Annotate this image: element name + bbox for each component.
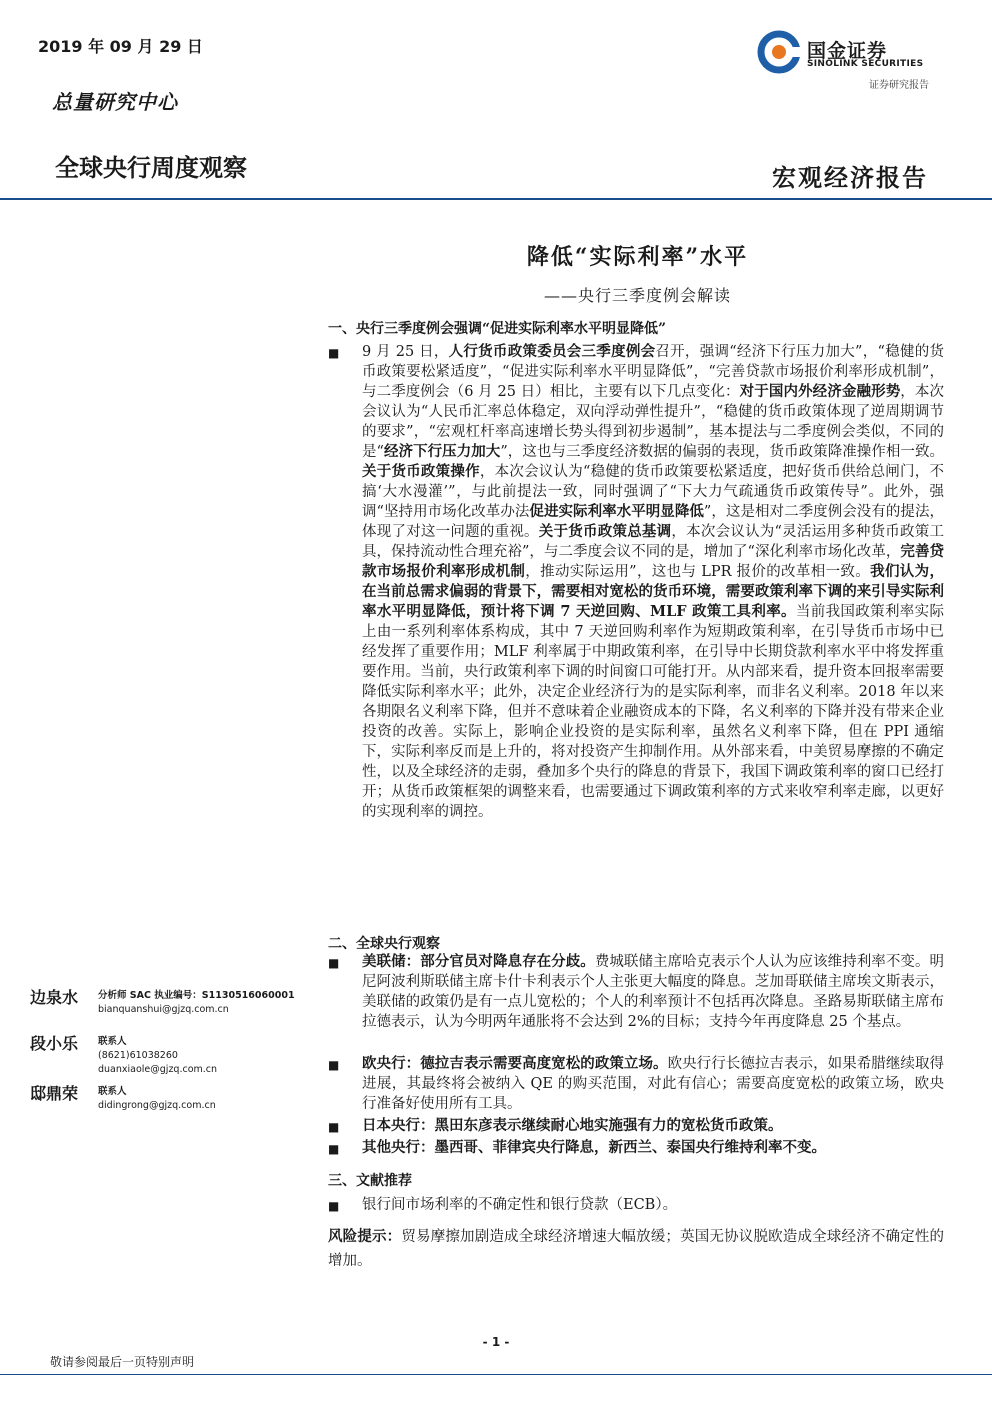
analyst-role: 联系人 [98,1036,127,1047]
report-title: 降低“实际利率”水平 [526,244,749,270]
logo-sub-text: 证券研究报告 [869,80,929,91]
risk-label: 风险提示： [328,1228,402,1245]
analyst-role: 联系人 [98,1086,127,1097]
bullet-square-icon: ■ [328,1199,340,1213]
analyst-email[interactable]: duanxiaole@gjzq.com.cn [98,1064,218,1075]
section-2-heading: 二、全球央行观察 [328,936,440,952]
analyst-email[interactable]: didingrong@gjzq.com.cn [98,1100,216,1111]
section-1-heading: 一、央行三季度例会强调“促进实际利率水平明显降低” [328,321,667,337]
bullet-square-icon: ■ [328,1120,340,1134]
footer-rule [0,1374,992,1375]
analyst-info [98,1035,217,1077]
s2-item-fed: 美联储：部分官员对降息存在分歧。费城联储主席哈克表示个人认为应该维持利率不变。明尼阿波利斯联储主席卡什卡利表示个人主张更大幅度的降息。芝加哥联储主席埃文斯表示，美联储的政策仍是有一点儿宽松的；个人的利率预计不包括再次降息。圣路易斯联储主席布拉德表示，认为今明两年通胀将不会达到 2%的目标；支持今年再度降息 25 个基点。 [362,953,945,1030]
report-date: 2019 年 09 月 29 日 [38,37,203,56]
report-type: 宏观经济报告 [772,163,928,192]
risk-text: 贸易摩擦加剧造成全球经济增速大幅放缓；英国无协议脱欧造成全球经济不确定性的增加。 [328,1229,945,1269]
analyst-name: 边泉水 [30,988,79,1007]
logo-mark-icon [757,30,801,74]
section-1-paragraph: 9 月 25 日，人行货币政策委员会三季度例会召开，强调“经济下行压力加大”，“稳健的货币政策要松紧适度”，“促进实际利率水平明显降低”，“完善贷款市场报价利率形成机制”，与二季度例会（6 月 25 日）相比，主要有以下几点变化：对于国内外经济金融形势，本次会议认为“人民币汇率总体稳定，双向浮动弹性提升”，“稳健的货币政策体现了逆周期调节的要求”，“宏观杠杆率高速增长势头得到初步遏制”，基本提法与二季度例会类似，不同的是“经济下行压力加大”，这也与三季度经济数据的偏弱的表现，货币政策降准操作相一致。关于货币政策操作，本次会议认为“稳健的货币政策要松紧适度，把好货币供给总闸门，不搞‘大水漫灌’”，与此前提法一致，同时强调了“下大力气疏通货币政策传导”。此外，强调“坚持用市场化改革办法促进实际利率水平明显降低”，这是相对二季度例会没有的提法，体现了对这一问题的重视。关于货币政策总基调，本次会议认为“灵活运用多种货币政策工具，保持流动性合理充裕”，与二季度会议不同的是，增加了“深化利率市场化改革，完善贷款市场报价利率形成机制，推动实际运用”，这也与 LPR 报价的改革相一致。我们认为，在当前总需求偏弱的背景下，需要相对宽松的货币环境，需要政策利率下调的来引导实际利率水平明显降低，预计将下调 7 天逆回购、MLF 政策工具利率。当前我国政策利率实际上由一系列利率体系构成，其中 7 天逆回购利率作为短期政策利率，在引导货币市场中已经发挥了重要作用；MLF 利率属于中期政策利率，在引导中长期贷款利率水平中将发挥重要作用。当前，央行政策利率下调的时间窗口可能打开。从内部来看，提升资本回报率需要降低实际利率水平；此外，决定企业经济行为的是实际利率，而非名义利率。2018 年以来各期限名义利率下降，但并不意味着企业融资成本的下降，名义利率的下降并没有带来企业投资的改善。实际上，影响企业投资的是实际利率，虽然名义利率下降，但在 PPI 通缩下，实际利率反而是上升的，将对投资产生抑制作用。从外部来看，中美贸易摩擦的不确定性，以及全球经济的走弱，叠加多个央行的降息的背景下，我国下调政策利率的窗口已经打开；从货币政策框架的调整来看，也需要通过下调政策利率的方式来收窄利率走廊，以更好的实现利率的调控。 [362,343,945,820]
analyst-name: 段小乐 [30,1034,79,1053]
header-rule [0,198,992,200]
bullet-square-icon: ■ [328,1058,340,1072]
analyst-email[interactable]: bianquanshui@gjzq.com.cn [98,1004,229,1015]
department-name: 总量研究中心 [52,90,178,114]
page-number: - 1 - [482,1335,510,1349]
sinolink-logo [757,30,957,92]
bullet-square-icon: ■ [328,346,340,360]
analyst-info [98,989,295,1017]
report-subtitle: ——央行三季度例会解读 [543,286,731,305]
analyst-info [98,1085,216,1113]
section-3-heading: 三、文献推荐 [328,1173,412,1189]
risk-warning [328,1225,944,1273]
s2-item-others: 其他央行：墨西哥、菲律宾央行降息，新西兰、泰国央行维持利率不变。 [362,1139,826,1156]
analyst-phone: (8621)61038260 [98,1050,178,1061]
s3-item-ecb-paper: 银行间市场利率的不确定性和银行贷款（ECB）。 [362,1197,678,1213]
footer-disclaimer: 敬请参阅最后一页特别声明 [50,1355,195,1369]
series-title: 全球央行周度观察 [55,154,247,182]
s2-item-ecb: 欧央行：德拉吉表示需要高度宽松的政策立场。欧央行行长德拉吉表示，如果希腊继续取得进展，其最终将会被纳入 QE 的购买范围，对此有信心；需要高度宽松的政策立场，欧央行准备好使用所有工具。 [362,1055,944,1112]
logo-en-text: SINOLINK SECURITIES [807,59,924,69]
analyst-role: 分析师 SAC 执业编号：S1130516060001 [98,990,295,1001]
bullet-square-icon: ■ [328,1142,340,1156]
s2-item-boj: 日本央行：黑田东彦表示继续耐心地实施强有力的宽松货币政策。 [362,1117,783,1134]
analyst-name: 邸鼎荣 [30,1084,79,1103]
bullet-square-icon: ■ [328,956,340,970]
logo-cn-text: 国金证券 [807,40,888,62]
